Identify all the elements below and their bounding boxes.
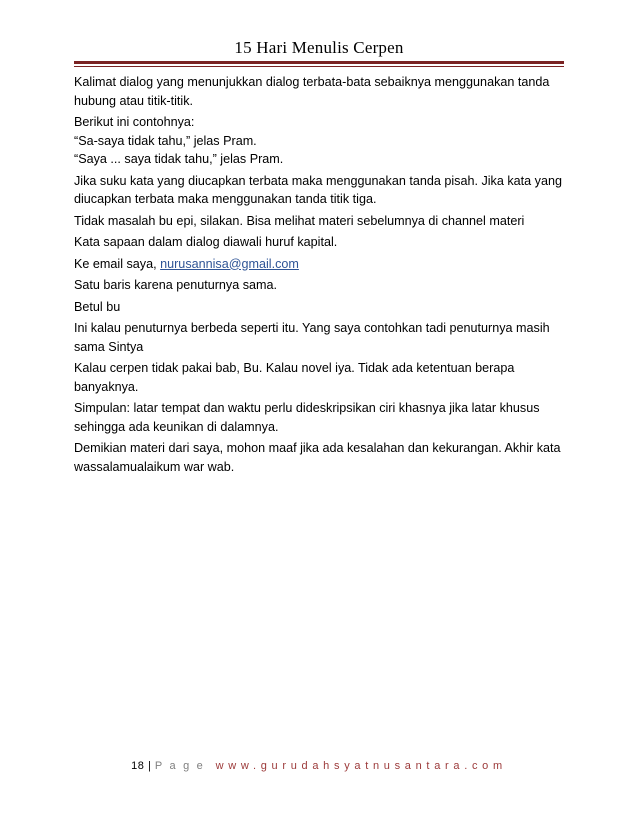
page-number: 18 xyxy=(131,760,145,772)
page-label: P a g e xyxy=(154,760,205,772)
text-line: Kata sapaan dalam dialog diawali huruf kapital. xyxy=(74,235,338,249)
text-line: Betul bu xyxy=(74,299,121,314)
text-line: Demikian materi dari saya, mohon maaf jika ada kesalahan dan kekurangan. Akhir kata xyxy=(74,441,561,455)
paragraph-kata-sapaan xyxy=(74,233,564,252)
paragraph-simpulan xyxy=(74,399,564,436)
footer-website: www.gurudahsyatnusantara.com xyxy=(215,760,507,772)
text-line: Kalimat dialog yang menunjukkan dialog terbata-bata sebaiknya menggunakan tanda xyxy=(74,75,550,89)
page-footer xyxy=(0,760,638,772)
paragraph-betul xyxy=(74,298,564,317)
document-body xyxy=(74,73,564,479)
paragraph-dialog-terbata xyxy=(74,73,564,110)
page-header-title: 15 Hari Menulis Cerpen xyxy=(234,38,404,57)
text-line: wassalamualaikum war wab. xyxy=(74,459,235,474)
text-line: Kalau cerpen tidak pakai bab, Bu. Kalau novel iya. Tidak ada ketentuan berapa xyxy=(74,361,515,375)
paragraph-satu-baris xyxy=(74,276,564,295)
text-line: Berikut ini contohnya: xyxy=(74,115,195,129)
paragraph-penutur-berbeda xyxy=(74,319,564,356)
email-link[interactable]: nurusannisa@gmail.com xyxy=(160,256,299,271)
text-line: sehingga ada keunikan di dalamnya. xyxy=(74,419,279,434)
text-line: “Saya ... saya tidak tahu,” jelas Pram. xyxy=(74,152,284,166)
footer-separator: | xyxy=(147,760,152,772)
text-line: banyaknya. xyxy=(74,379,139,394)
text-line: Ini kalau penuturnya berbeda seperti itu. Yang saya contohkan tadi penuturnya masih xyxy=(74,321,550,335)
text-line: diucapkan terbata maka menggunakan tanda titik tiga. xyxy=(74,192,377,206)
paragraph-suku-kata xyxy=(74,172,564,209)
text-line: Simpulan: latar tempat dan waktu perlu dideskripsikan ciri khasnya jika latar khusus xyxy=(74,401,540,415)
text-line: Jika suku kata yang diucapkan terbata maka menggunakan tanda pisah. Jika kata yang xyxy=(74,173,562,188)
text-line: “Sa-saya tidak tahu,” jelas Pram. xyxy=(74,133,257,148)
text-line: Satu baris karena penuturnya sama. xyxy=(74,278,278,292)
header-rule-thin xyxy=(74,66,564,67)
email-prefix: Ke email saya, xyxy=(74,256,161,271)
header-rule-thick xyxy=(74,61,564,64)
paragraph-example xyxy=(74,113,564,169)
text-line: hubung atau titik-titik. xyxy=(74,93,194,108)
paragraph-penutup xyxy=(74,439,564,476)
paragraph-tidak-masalah xyxy=(74,212,564,231)
paragraph-email xyxy=(74,255,564,274)
text-line: sama Sintya xyxy=(74,339,144,354)
text-line: Tidak masalah bu epi, silakan. Bisa melihat materi sebelumnya di channel materi xyxy=(74,213,525,228)
paragraph-cerpen-bab xyxy=(74,359,564,396)
